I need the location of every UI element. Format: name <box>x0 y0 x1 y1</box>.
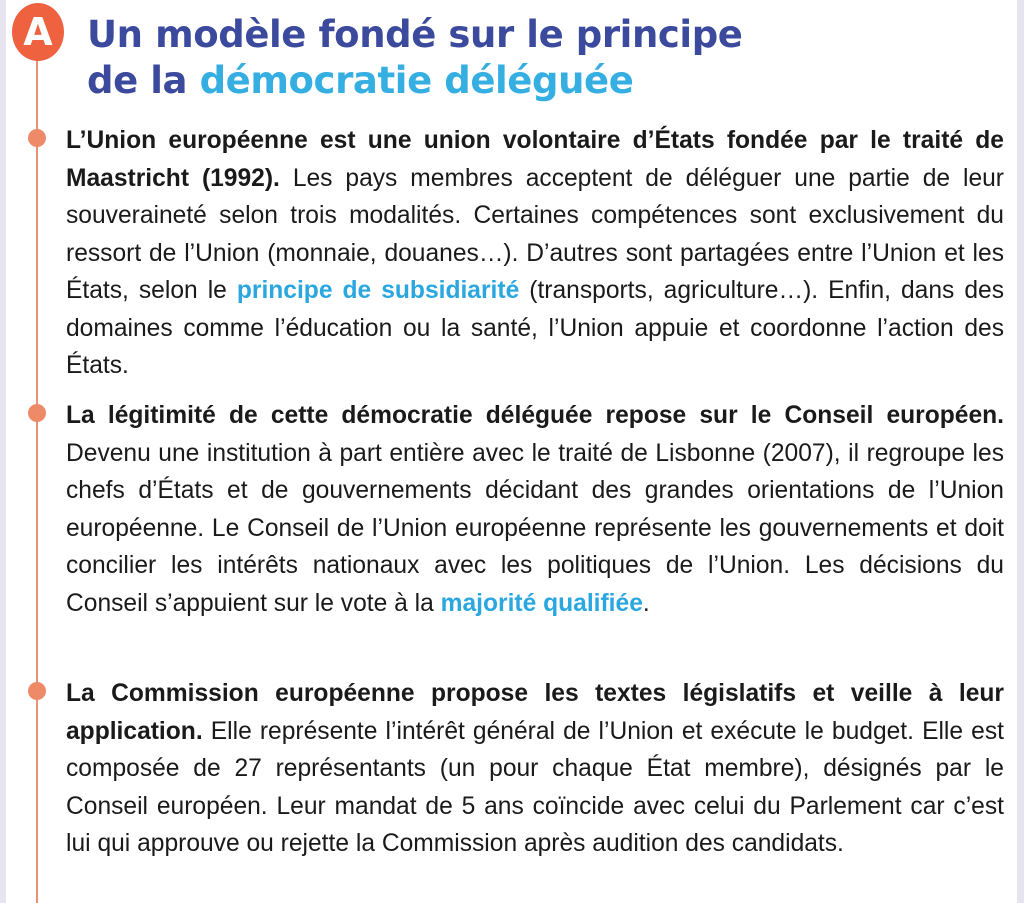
bullet-dot-3 <box>28 682 46 700</box>
title-line-2-highlight: démocratie déléguée <box>199 59 634 102</box>
glossary-term-subsidiarite[interactable]: principe de subsidiarité <box>236 277 520 304</box>
section-badge: A <box>12 3 64 61</box>
paragraph-union <box>66 122 1004 385</box>
bullet-dot-1 <box>28 129 46 147</box>
paragraph-commission <box>66 675 1004 863</box>
paragraph-text: Elle représente l’intérêt général de l’Union et exécute le budget. Elle est composée de 27 représentants (un pour chaque État membre), désignés par le Conseil européen. Leur mandat de 5 ans coïncide avec celui du Parlement car c’est lui qui approuve ou rejette la Commission après audition des candidats. <box>66 717 1004 857</box>
paragraph-lead: La légitimité de cette démocratie déléguée repose sur le Conseil européen. <box>66 402 1004 429</box>
paragraph-conseil <box>66 397 1004 622</box>
title-line-1: Un modèle fondé sur le principe <box>87 13 743 56</box>
page-frame-right <box>1017 0 1024 903</box>
paragraph-text: Les pays membres acceptent de déléguer une partie de leur souveraineté selon trois modalités. Certaines compétences sont exclusivement du ressort de l’Union (monnaie, douanes…). D’autres sont partagées entre l’Union et les États, selon le <box>66 164 1004 304</box>
timeline-line <box>36 40 38 903</box>
title-line-2-prefix: de la <box>87 59 200 102</box>
glossary-term-majorite-qualifiee[interactable]: majorité qualifiée <box>440 589 643 617</box>
paragraph-lead: L’Union européenne est une union volontaire d’États fondée par le traité de Maastricht (1992). <box>66 127 1004 192</box>
bullet-dot-2 <box>28 404 46 422</box>
section-title <box>87 12 743 104</box>
paragraph-text: Devenu une institution à part entière avec le traité de Lisbonne (2007), il regroupe les chefs d’États et de gouvernements décidant des grandes orientations de l’Union européenne. Le Conseil de l’Union européenne représente les gouvernements et doit concilier les intérêts nationaux avec les politiques de l’Union. Les décisions du Conseil s’appuient sur le vote à la <box>66 439 1004 617</box>
paragraph-text-end: (transports, agriculture…). Enfin, dans des domaines comme l’éducation ou la santé, l’Union appuie et coordonne l’action des États. <box>66 277 1004 379</box>
paragraph-text-end: . <box>642 589 650 617</box>
page-frame-left <box>0 0 6 903</box>
paragraph-lead: La Commission européenne propose les textes législatifs et veille à leur application. <box>66 680 1004 745</box>
